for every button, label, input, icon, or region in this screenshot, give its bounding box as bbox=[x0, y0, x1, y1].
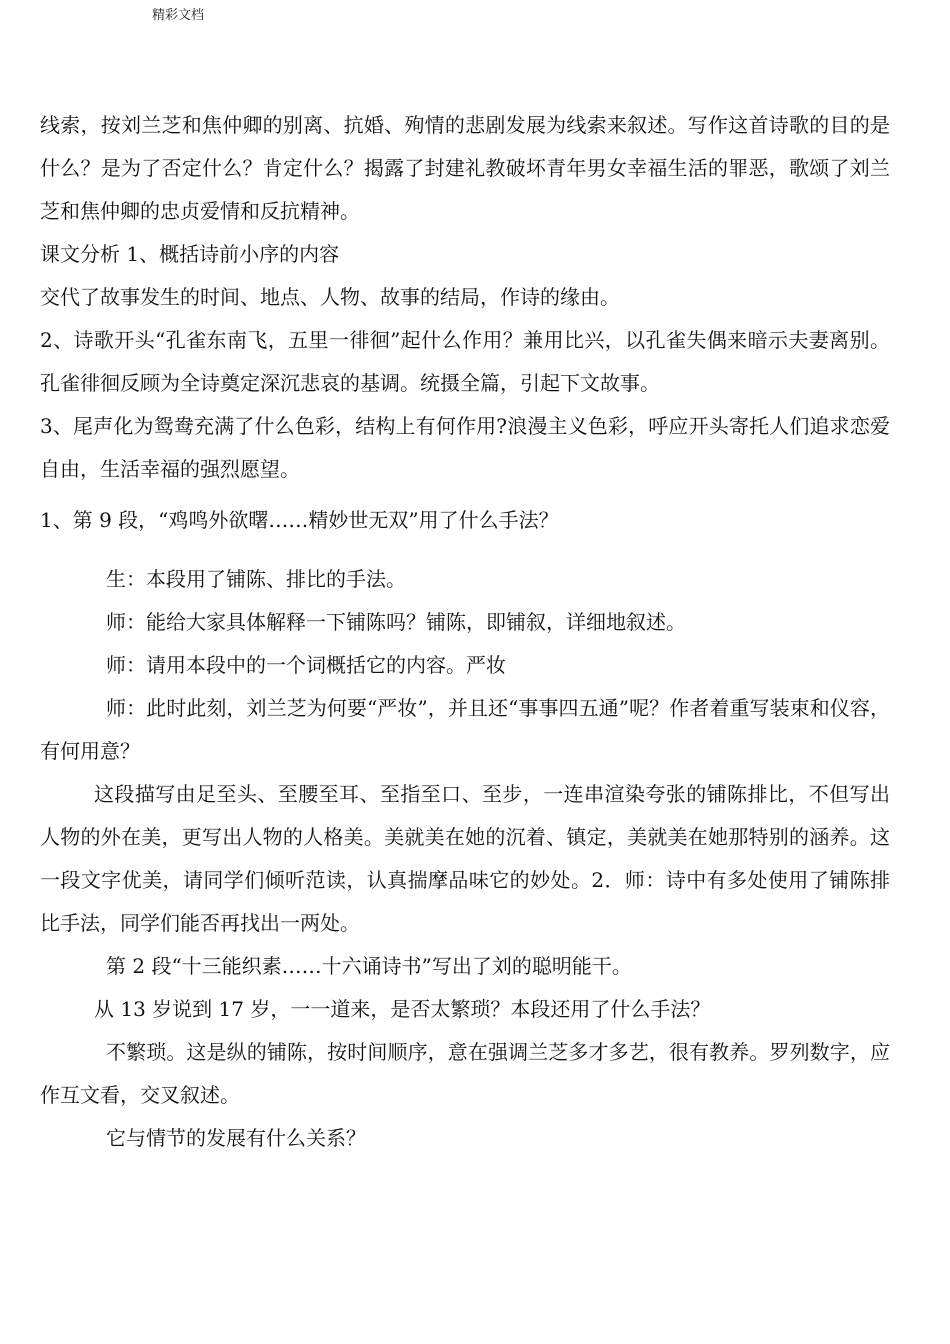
paragraph-description-analysis: 这段描写由足至头、至腰至耳、至指至口、至步，一连串渲染夸张的铺陈排比，不但写出人物的外在美，更写出人物的人格美。美就美在她的沉着、镇定，美就美在她那特别的涵养。这一段文字优美，请同学们倾听范读，认真揣摩品味它的妙处。2．师：诗中有多处使用了铺陈排比手法，同学们能否再找出一两处。 bbox=[40, 782, 890, 935]
document-header-label: 精彩文档 bbox=[152, 8, 205, 23]
paragraph-teacher-explain: 师：能给大家具体解释一下铺陈吗？铺陈，即铺叙，详细地叙述。 bbox=[106, 610, 686, 634]
paragraph-summary: 线索，按刘兰芝和焦仲卿的别离、抗婚、殉情的悲剧发展为线索来叙述。写作这首诗歌的目的是什么？是为了否定什么？肯定什么？揭露了封建礼教破坏青年男女幸福生活的罪恶，歌颂了刘兰芝和焦仲卿的忠贞爱情和反抗精神。 bbox=[40, 113, 890, 223]
document-body bbox=[40, 104, 890, 1160]
paragraph-section-9-question: 1、第 9 段，“鸡鸣外欲曙……精妙世无双”用了什么手法？ bbox=[40, 508, 559, 532]
paragraph-question-2: 2、诗歌开头“孔雀东南飞，五里一徘徊”起什么作用？兼用比兴，以孔雀失偶来暗示夫妻离别。孔雀徘徊反顾为全诗奠定深沉悲哀的基调。统摄全篇，引起下文故事。 bbox=[40, 328, 890, 395]
paragraph-age-answer: 不繁琐。这是纵的铺陈，按时间顺序，意在强调兰芝多才多艺，很有教养。罗列数字，应作互文看，交叉叙述。 bbox=[40, 1040, 890, 1107]
paragraph-student-answer: 生：本段用了铺陈、排比的手法。 bbox=[106, 567, 406, 591]
paragraph-teacher-summarize: 师：请用本段中的一个词概括它的内容。严妆 bbox=[106, 653, 506, 677]
paragraph-analysis-heading: 课文分析 1、概括诗前小序的内容 bbox=[40, 242, 340, 266]
paragraph-section-2: 第 2 段“十三能织素……十六诵诗书”写出了刘的聪明能干。 bbox=[106, 954, 632, 978]
paragraph-teacher-why: 师：此时此刻，刘兰芝为何要“严妆”，并且还“事事四五通”呢？作者着重写装束和仪容，有何用意？ bbox=[40, 696, 890, 763]
paragraph-plot-question: 它与情节的发展有什么关系？ bbox=[106, 1126, 366, 1150]
paragraph-age-question: 从 13 岁说到 17 岁，一一道来，是否太繁琐？本段还用了什么手法？ bbox=[94, 997, 711, 1021]
paragraph-question-3: 3、尾声化为鸳鸯充满了什么色彩，结构上有何作用?浪漫主义色彩，呼应开头寄托人们追求恋爱自由，生活幸福的强烈愿望。 bbox=[40, 414, 890, 481]
paragraph-preface-answer: 交代了故事发生的时间、地点、人物、故事的结局，作诗的缘由。 bbox=[40, 285, 620, 309]
